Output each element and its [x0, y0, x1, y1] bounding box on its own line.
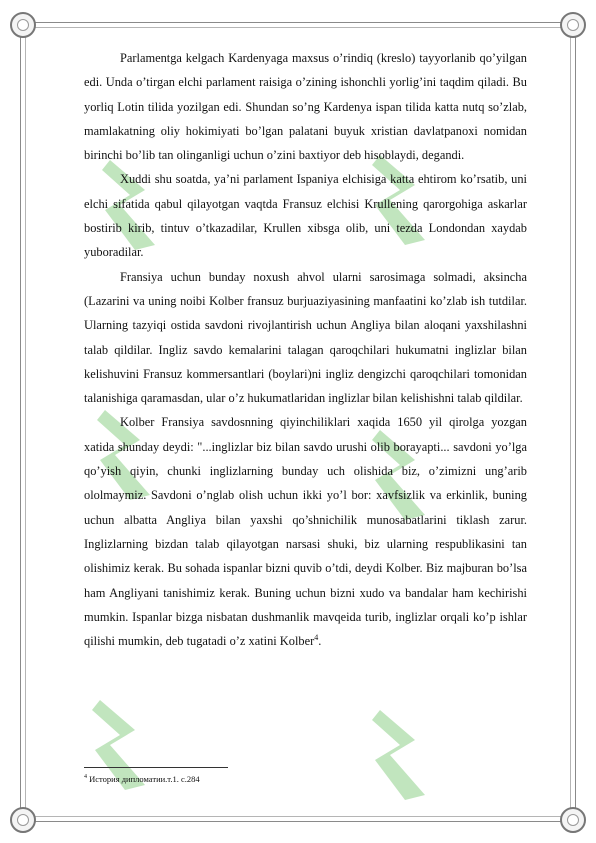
corner-ornament [10, 807, 36, 833]
footnote-text: История дипломатии.т.1. с.284 [89, 773, 200, 784]
corner-ornament [560, 807, 586, 833]
footnote-marker[interactable]: 4 [314, 633, 319, 642]
corner-ornament [560, 12, 586, 38]
paragraph-text: Kolber Fransiya savdosnning qiyinchiliklari xaqida 1650 yil qirolga yozgan xatida shunday deydi: "...inglizlar biz bilan savdo urushi olib borayapti... savdoni yo’lga qo’yish qiyin, chunki inglizlarning bunday uch olishida biz, o’zimizni ung’arib ololmaymiz. Savdoni o’nglab olish uchun ikki yo’l bor: xavfsizlik va erkinlik, buning uchun albatta Angliya bilan yaxshi qo’shnichilik munosabatlarini tiklash zarur. Inglizlarning bizdan talab qilayotgan narsasi shuki, biz ularning respublikasini tan olishimiz kerak. Bu sohada ispanlar bizni quvib o’tdi, deydi Kolber. Biz majburan bo’lsa ham Angliyani tanishimiz kerak. Buning uchun bizni xudo va bandalar ham kechirishi mumkin. Ispanlar bizga nisbatan dushmanlik mavqeida turib, inglizlar orqali ko’p ishlar qilishi mumkin, deb tugatadi o’z xatini Kolber [84, 415, 527, 649]
footnote-rule [84, 767, 228, 768]
watermark-logo [370, 700, 440, 810]
footnote [84, 771, 200, 785]
footnote-number: 4 [84, 774, 87, 780]
paragraph: Parlamentga kelgach Kardenyaga maxsus o’rindiq (kreslo) tayyorlanib qo’yilgan edi. Unda o’tirgan elchi parlament raisiga o’zining ishonchli yorlig’ini taqdim qiladi. Bu yorliq Lotin tilida yozilgan edi. Shundan so’ng Kardenya ispan tilida katta nutq so’zlab, mamlakatning oliy hokimiyati bo’lgan palatani buyuk xristian davlatpanoxi nomidan birinchi bo’lib tan olinganligi uchun o’zini baxtiyor deb hisoblaydi, degandi. [84, 51, 527, 163]
paragraph: Fransiya uchun bunday noxush ahvol ularni sarosimaga solmadi, aksincha (Lazarini va uning noibi Kolber fransuz burjuaziyasining manfaatini ko’zlab ish tutdilar. Ularning tazyiqi ostida savdoni rivojlantirish uchun Angliya bilan aloqani yaxshilashni talab qildilar. Ingliz savdo kemalarini talagan qaroqchilari hukumatni inglizlar bilan kelishuvini Fransuz kommersantlari (boylari)ni ingliz dengizchi qaroqchilari tomonidan talanishiga qaramasdan, ular o’z hukumatlaridan inglizlar bilan kelishishni talab qildilar. [84, 269, 527, 406]
paragraph: Kolber Fransiya savdosnning qiyinchiliklari xaqida 1650 yil qirolga yozgan xatida shunday deydi: "...inglizlar biz bilan savdo urushi olib borayapti... savdoni yo’lga qo’yish qiyin, chunki inglizlarning bunday uch olishida biz, o’zimizni ung’arib ololmaymiz. Savdoni o’nglab olish uchun ikki yo’l bor: xavfsizlik va erkinlik, buning uchun albatta Angliya bilan yaxshi qo’shnichilik munosabatlarini tiklash zarur. Inglizlarning bizdan talab qilayotgan narsasi shuki, biz ularning respublikasini tan olishimiz kerak. Bu sohada ispanlar bizni quvib o’tdi, deydi Kolber. Biz majburan bo’lsa ham Angliyani tanishimiz kerak. Buning uchun bizni xudo va bandalar ham kechirishi mumkin. Ispanlar bizga nisbatan dushmanlik mavqeida turib, inglizlar orqali ko’p ishlar qilishi mumkin, deb tugatadi o’z xatini Kolber$^4$. [84, 415, 527, 649]
body-text [84, 46, 527, 653]
paragraph: Xuddi shu soatda, ya’ni parlament Ispaniya elchisiga katta ehtirom ko’rsatib, uni elchi sifatida qabul qilayotgan vaqtda Fransuz elchisi Krullening qarorgohiga askarlar bostirib kirib, tintuv o’tkazadilar, Krullen xibsga olib, uni tezda Londondan xaydab yuboradilar. [84, 172, 527, 260]
corner-ornament [10, 12, 36, 38]
